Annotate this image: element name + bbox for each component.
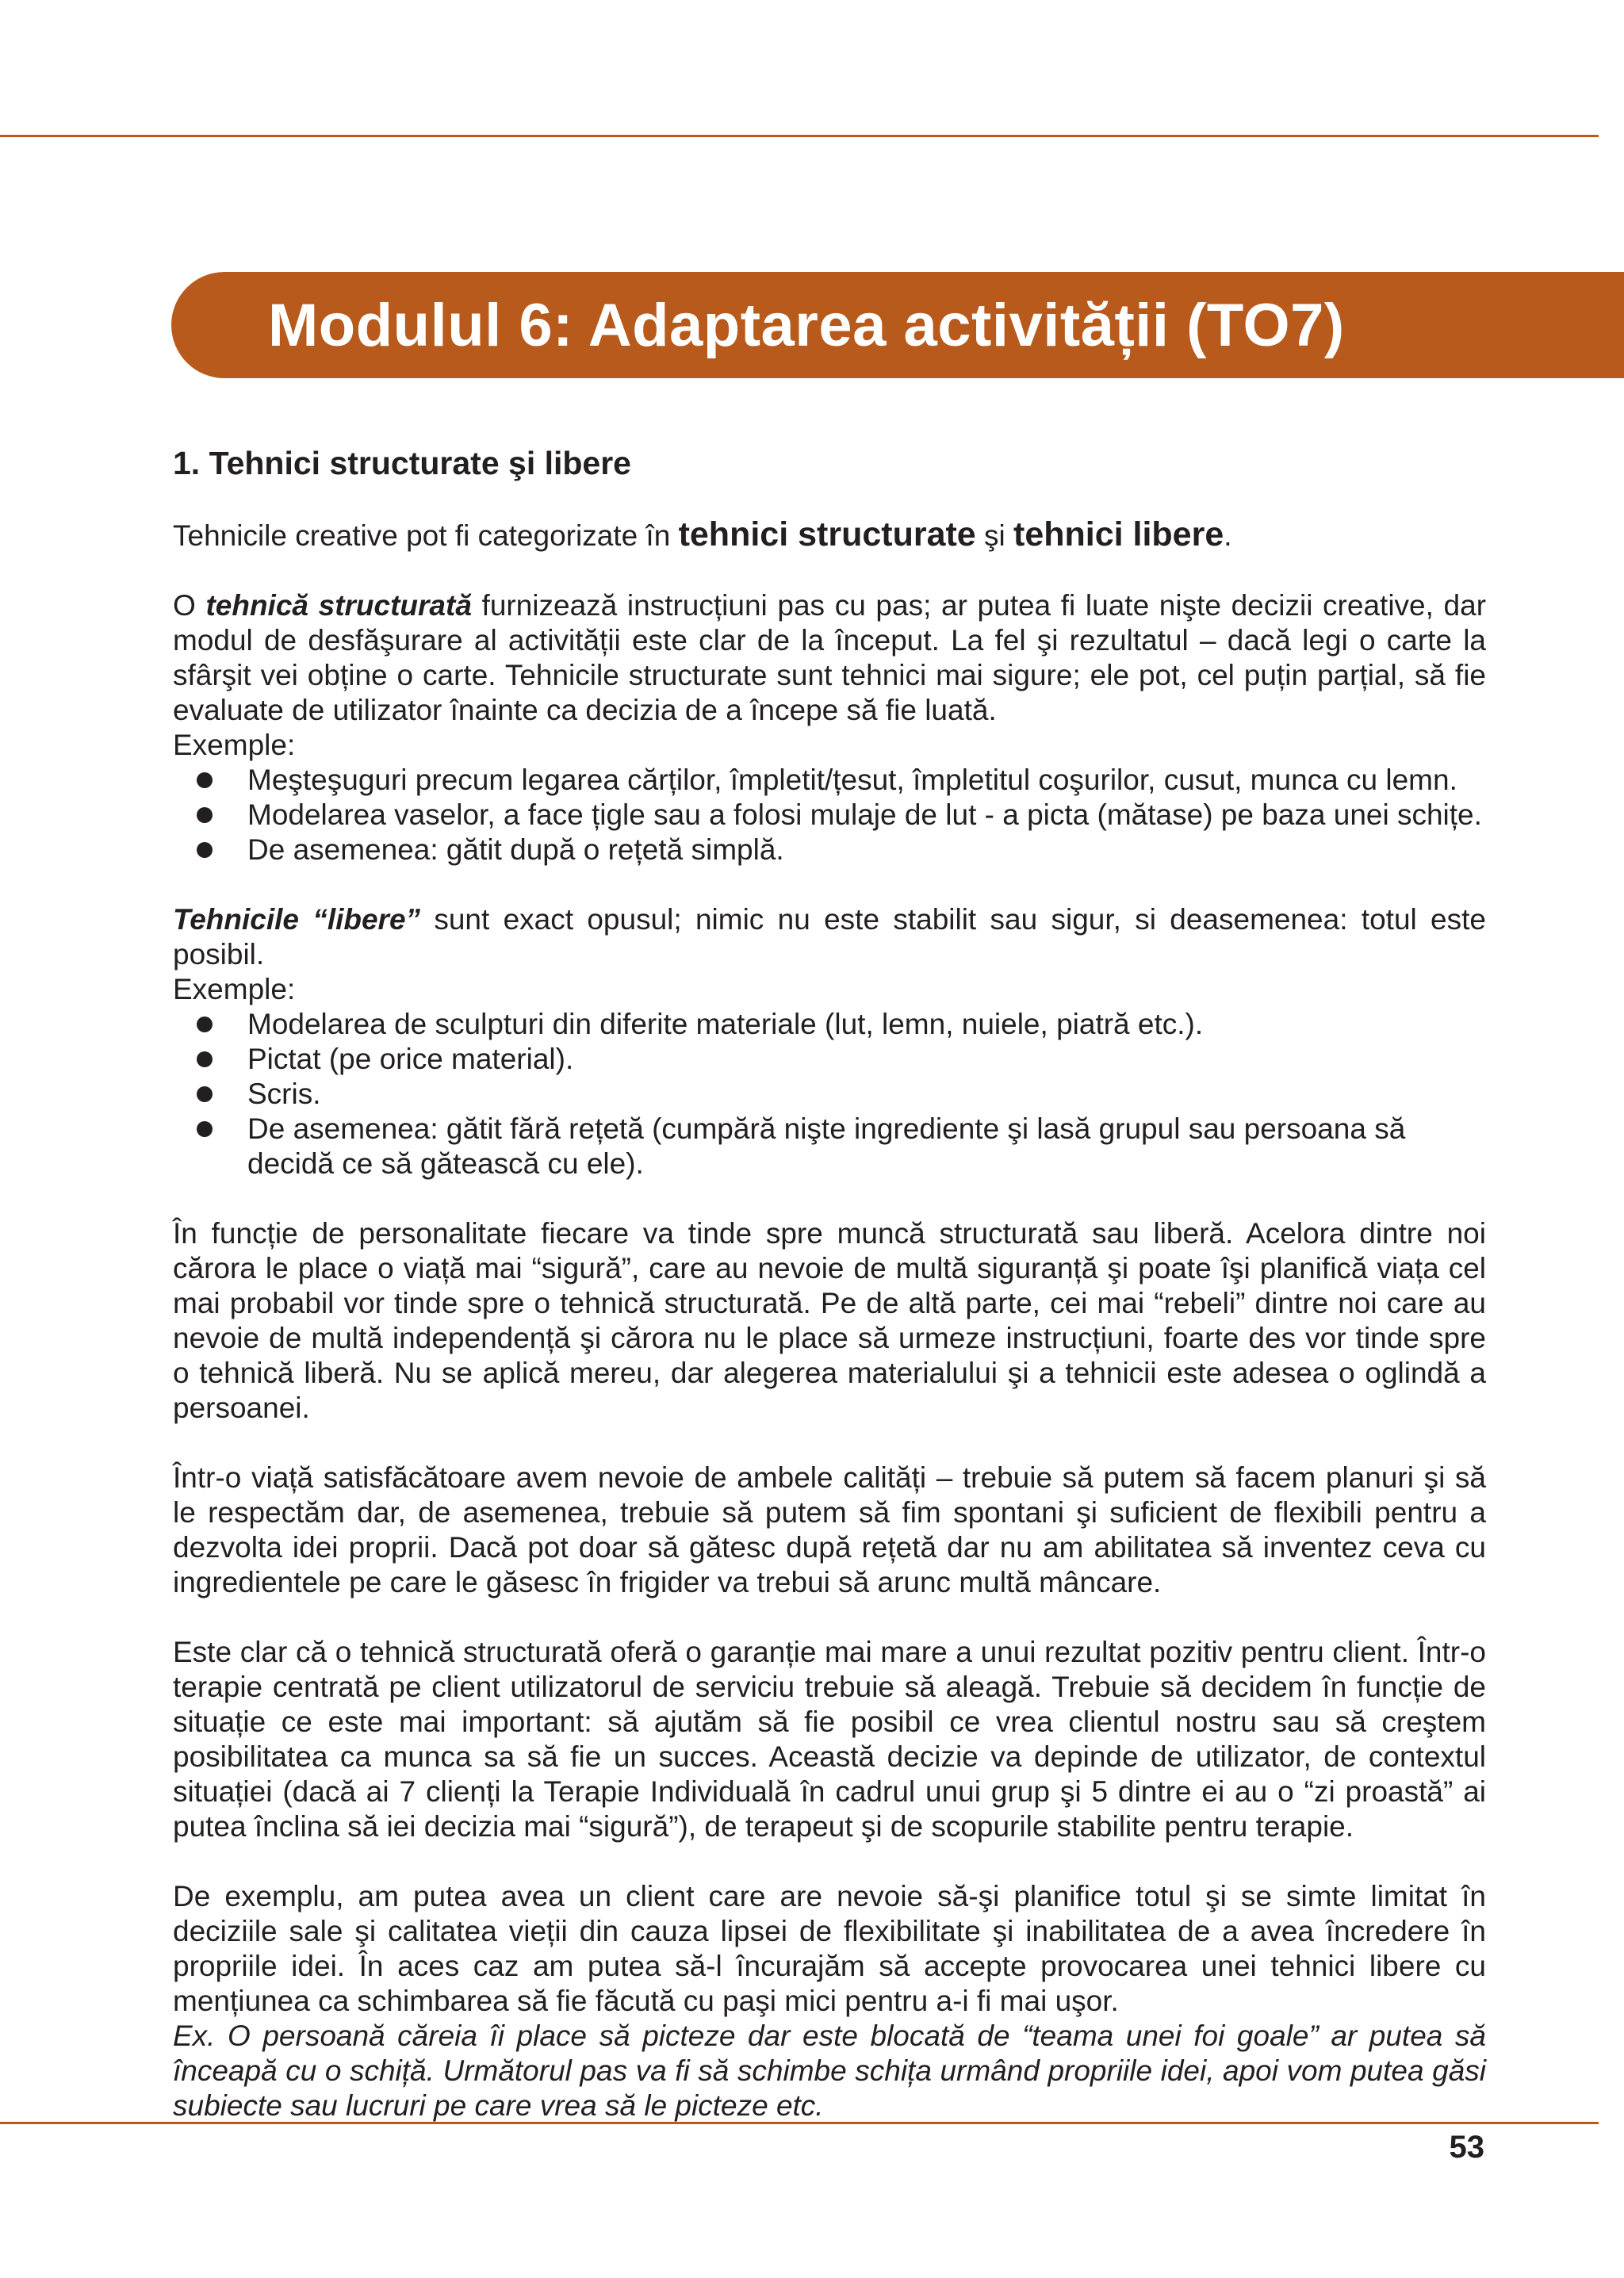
section-heading: 1. Tehnici structurate şi libere xyxy=(173,445,631,481)
bullet-icon xyxy=(197,1016,213,1032)
list-item xyxy=(173,1042,1486,1077)
example-paragraph: De exemplu, am putea avea un client care are nevoie să-şi planifice totul şi se simte limitat în deciziile sale şi calitatea vieții din cauza lipsei de flexibilitate şi inabilitatea de a avea încredere în propriile idei. În aces caz am putea să-l încurajăm să accepte provocarea unei tehnici libere cu mențiunea ca schimbarea să fie făcută cu paşi mici pentru a-i fi mai uşor. xyxy=(173,1880,1486,2017)
list-item xyxy=(173,763,1486,798)
list-item-text: Meşteşuguri precum legarea cărților, împletit/țesut, împletitul coşurilor, cusut, munca cu lemn. xyxy=(247,764,1457,796)
bottom-rule xyxy=(0,2122,1599,2124)
bullet-icon xyxy=(197,772,213,788)
intro-paragraph xyxy=(173,517,1486,553)
structured-text: furnizează instrucțiuni pas cu pas; ar putea fi luate nişte decizii creative, dar modul de desfăşurare al activității este clar de la început. La fel şi rezultatul – dacă legi o carte la sfârşit vei obține o carte. Tehnicile structurate sunt tehnici mai sigure; ele pot, cel puțin parțial, să fie evaluate de utilizator înainte ca decizia de a începe să fie luată. xyxy=(173,589,1487,726)
bullet-icon xyxy=(197,1086,213,1102)
bullet-icon xyxy=(197,842,213,858)
list-item-text: Modelarea de sculpturi din diferite materiale (lut, lemn, nuiele, piatră etc.). xyxy=(247,1008,1204,1040)
structured-examples-list xyxy=(173,763,1486,867)
list-item-text: Scris. xyxy=(247,1078,321,1110)
module-title: Modulul 6: Adaptarea activității (TO7) xyxy=(268,292,1345,359)
list-item-text: De asemenea: gătit fără rețetă (cumpără nişte ingrediente şi lasă grupul sau persoana să decidă ce să gătească cu ele). xyxy=(247,1112,1406,1180)
term-structured: tehnici structurate xyxy=(678,515,976,553)
list-item xyxy=(173,1112,1486,1181)
structured-term: tehnică structurată xyxy=(205,589,472,622)
page-content xyxy=(173,441,1486,2123)
bullet-icon xyxy=(197,807,213,823)
example-italic: Ex. O persoană căreia îi place să picteze dar este blocată de “teama unei foi goale” ar putea să înceapă cu o schiță. Următorul pas va fi să schimbe schița urmând propriile idei, apoi vom putea găsi subiecte sau lucruri pe care vrea să le picteze etc. xyxy=(173,2020,1486,2122)
structured-paragraph xyxy=(173,588,1486,728)
list-item-text: De asemenea: gătit după o rețetă simplă. xyxy=(247,833,784,866)
list-item xyxy=(173,798,1486,833)
list-item xyxy=(173,1077,1486,1112)
free-paragraph xyxy=(173,902,1486,972)
free-text: sunt exact opusul; nimic nu este stabilit sau sigur, si deasemenea: totul este posibil. xyxy=(173,903,1486,971)
personality-paragraph: În funcție de personalitate fiecare va tinde spre muncă structurată sau liberă. Acelora dintre noi cărora le place o viață mai “sigură”, care au nevoie de multă siguranță şi poate îşi planifică viața cel mai probabil vor tinde spre o tehnică structurată. Pe de altă parte, cei mai “rebeli” dintre noi care au nevoie de multă independență şi cărora nu le place să urmeze instrucțiuni, foarte des vor tinde spre o tehnică liberă. Nu se aplică mereu, dar alegerea materialului şi a tehnicii este adesea o oglindă a persoanei. xyxy=(173,1217,1486,1424)
top-rule xyxy=(0,135,1599,137)
page-number: 53 xyxy=(1449,2130,1484,2165)
intro-conjunction: şi xyxy=(975,519,1013,552)
list-item-text: Modelarea vaselor, a face țigle sau a folosi mulaje de lut - a picta (mătase) pe baza unei schițe. xyxy=(247,798,1482,831)
bullet-icon xyxy=(197,1121,213,1137)
free-examples-label: Exemple: xyxy=(173,973,296,1005)
free-term: Tehnicile “libere” xyxy=(173,903,421,936)
module-title-banner xyxy=(171,272,1624,378)
term-free: tehnici libere xyxy=(1013,515,1224,553)
intro-period: . xyxy=(1224,519,1232,552)
list-item xyxy=(173,833,1486,867)
structured-examples-label: Exemple: xyxy=(173,729,296,761)
client-centered-paragraph: Este clar că o tehnică structurată oferă o garanție mai mare a unui rezultat pozitiv pentru client. Într-o terapie centrată pe client utilizatorul de serviciu trebuie să aleagă. Trebuie să decidem în funcție de situație ce este mai important: să ajutăm să fie posibil ce vrea clientul nostru sau să creştem posibilitatea ca munca sa să fie un succes. Această decizie va depinde de utilizator, de contextul situației (dacă ai 7 clienți la Terapie Individuală în cadrul unui grup şi 5 dintre ei au o “zi proastă” ai putea înclina să iei decizia mai “sigură”), de terapeut şi de scopurile stabilite pentru terapie. xyxy=(173,1636,1486,1843)
free-examples-list xyxy=(173,1007,1486,1181)
balance-paragraph: Într-o viață satisfăcătoare avem nevoie de ambele calități – trebuie să putem să facem planuri şi să le respectăm dar, de asemenea, trebuie să putem să fim spontani şi suficient de flexibili pentru a dezvolta idei proprii. Dacă pot doar să gătesc după rețetă dar nu am abilitatea să inventez ceva cu ingredientele pe care le găsesc în frigider va trebui să arunc multă mâncare. xyxy=(173,1461,1486,1598)
list-item xyxy=(173,1007,1486,1042)
bullet-icon xyxy=(197,1051,213,1067)
structured-prefix: O xyxy=(173,589,206,622)
intro-text: Tehnicile creative pot fi categorizate în xyxy=(173,519,679,552)
list-item-text: Pictat (pe orice material). xyxy=(247,1043,574,1075)
